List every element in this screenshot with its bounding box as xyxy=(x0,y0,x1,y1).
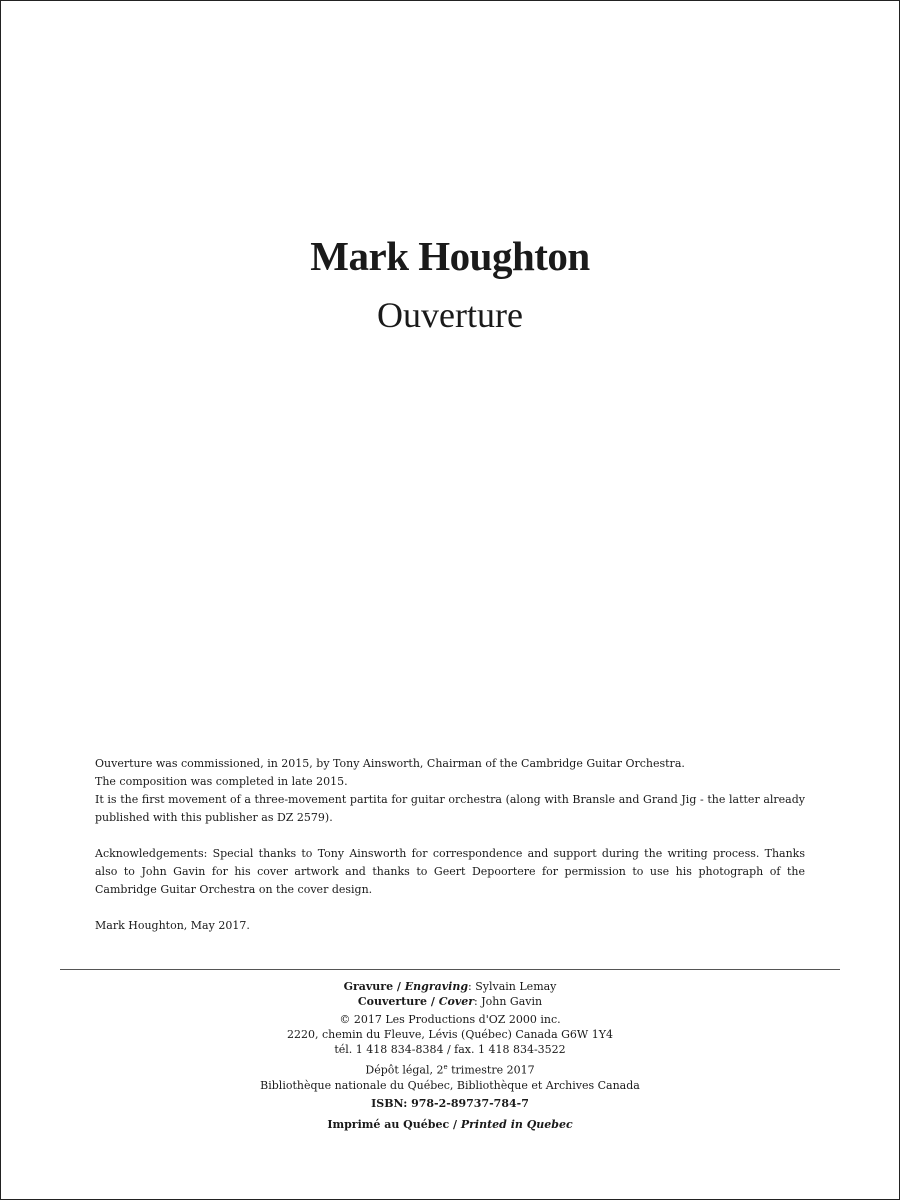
note-commission: Ouverture was commissioned, in 2015, by Tony Ainsworth, Chairman of the Cambridge Guitar Orchestra. xyxy=(95,757,685,770)
publisher-credits xyxy=(0,979,900,1132)
note-signature: Mark Houghton, May 2017. xyxy=(95,919,250,932)
note-partita: It is the first movement of a three-movement partita for guitar orchestra (along with Bransle and Grand Jig - the latter already published with this publisher as DZ 2579). xyxy=(95,793,805,824)
cover-credit: Couverture / Cover: John Gavin xyxy=(357,995,543,1008)
publisher-phone: tél. 1 418 834-8384 / fax. 1 418 834-3522 xyxy=(334,1043,566,1056)
legal-deposit: Dépôt légal, 2e trimestre 2017 xyxy=(365,1063,535,1077)
libraries: Bibliothèque nationale du Québec, Bibliothèque et Archives Canada xyxy=(260,1078,640,1092)
note-completion: The composition was completed in late 2015. xyxy=(95,775,348,788)
printed-in: Imprimé au Québec / Printed in Quebec xyxy=(327,1117,573,1131)
engraving-credit: Gravure / Engraving: Sylvain Lemay xyxy=(343,980,557,993)
note-acknowledgements: Acknowledgements: Special thanks to Tony Ainsworth for correspondence and support during the writing process. Thanks also to John Gavin for his cover artwork and thanks to Geert Depoortere for permission to use his photograph of the Cambridge Guitar Orchestra on the cover design. xyxy=(95,847,805,896)
composer-name: Mark Houghton xyxy=(310,233,590,279)
program-notes xyxy=(95,755,805,935)
work-title: Ouverture xyxy=(377,295,523,335)
isbn: ISBN: 978-2-89737-784-7 xyxy=(371,1096,529,1110)
copyright: © 2017 Les Productions d'OZ 2000 inc. xyxy=(339,1013,561,1026)
publisher-address: 2220, chemin du Fleuve, Lévis (Québec) Canada G6W 1Y4 xyxy=(286,1028,613,1041)
divider-line xyxy=(60,969,840,970)
